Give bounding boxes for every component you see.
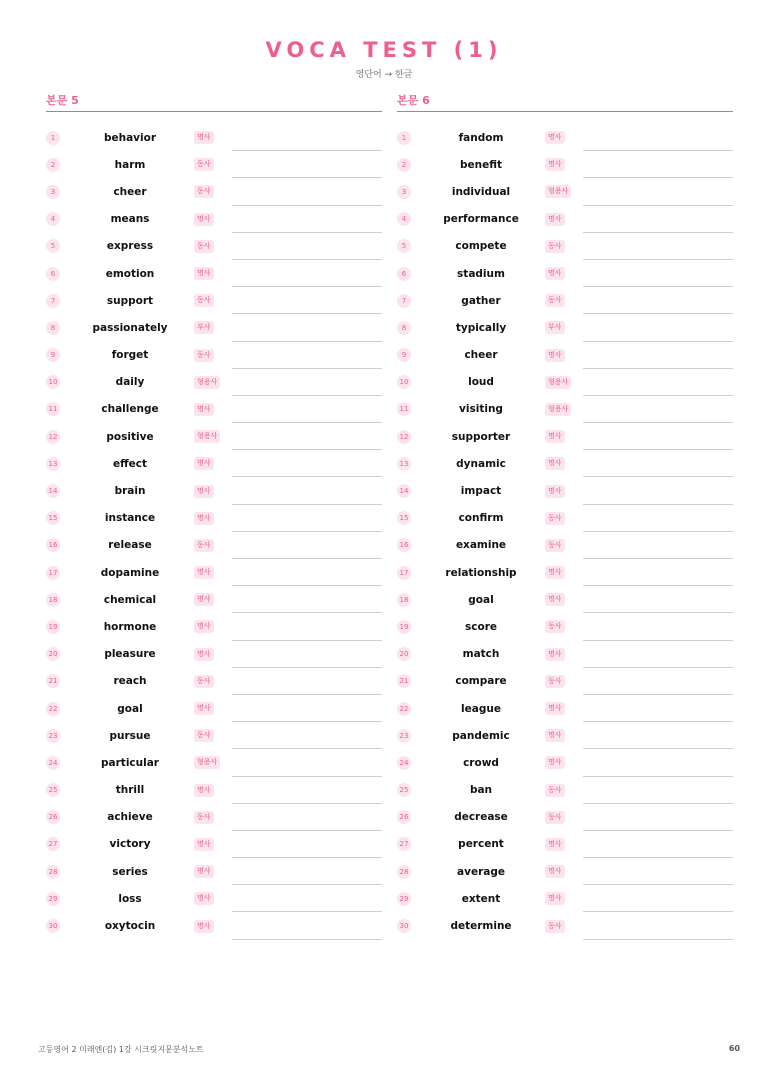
- item-number: 26: [46, 810, 60, 824]
- item-number: 19: [46, 620, 60, 634]
- vocab-word: cheer: [464, 349, 498, 362]
- item-number: 23: [397, 729, 411, 743]
- vocab-word: visiting: [459, 403, 503, 416]
- vocab-row: [46, 477, 382, 504]
- part-of-speech-badge: 명사: [194, 131, 214, 144]
- vocab-row: [46, 314, 382, 341]
- part-of-speech-badge: 동사: [194, 185, 214, 198]
- part-of-speech-badge: 명사: [194, 620, 214, 633]
- part-of-speech-badge: 동사: [545, 539, 565, 552]
- vocab-row: [46, 749, 382, 776]
- vocab-row: [46, 396, 382, 423]
- vocab-row: [397, 586, 733, 613]
- item-number: 5: [46, 239, 60, 253]
- part-of-speech-badge: 동사: [194, 240, 214, 253]
- vocab-word: individual: [451, 185, 511, 198]
- vocab-row: [46, 287, 382, 314]
- answer-blank-line[interactable]: [232, 939, 382, 940]
- vocab-row: [397, 151, 733, 178]
- vocab-word: series: [112, 865, 148, 878]
- item-number: 3: [46, 185, 60, 199]
- part-of-speech-badge: 명사: [194, 512, 214, 525]
- vocab-word: reach: [113, 675, 147, 688]
- vocab-row: [46, 858, 382, 885]
- vocab-row: [397, 477, 733, 504]
- vocab-word: support: [106, 294, 154, 307]
- item-number: 14: [397, 484, 411, 498]
- item-number: 6: [397, 267, 411, 281]
- vocab-row: [397, 260, 733, 287]
- item-number: 27: [397, 837, 411, 851]
- part-of-speech-badge: 형용사: [194, 376, 220, 389]
- item-number: 25: [397, 783, 411, 797]
- vocab-row: [46, 722, 382, 749]
- vocab-row: [397, 912, 733, 939]
- vocab-word: goal: [117, 702, 143, 715]
- item-number: 20: [397, 647, 411, 661]
- part-of-speech-badge: 명사: [545, 349, 565, 362]
- part-of-speech-badge: 동사: [194, 539, 214, 552]
- vocab-word: compare: [455, 675, 507, 688]
- item-number: 18: [46, 593, 60, 607]
- vocab-word: examine: [455, 539, 507, 552]
- item-number: 9: [46, 348, 60, 362]
- vocab-row: [397, 722, 733, 749]
- vocab-row: [397, 668, 733, 695]
- part-of-speech-badge: 명사: [194, 457, 214, 470]
- item-number: 18: [397, 593, 411, 607]
- item-number: 9: [397, 348, 411, 362]
- part-of-speech-badge: 명사: [545, 267, 565, 280]
- item-number: 12: [46, 430, 60, 444]
- vocab-row: [46, 178, 382, 205]
- vocab-row: [397, 777, 733, 804]
- item-number: 3: [397, 185, 411, 199]
- vocab-row: [397, 804, 733, 831]
- vocab-word: means: [110, 213, 150, 226]
- item-number: 4: [46, 212, 60, 226]
- vocab-row: [397, 749, 733, 776]
- vocab-row: [46, 641, 382, 668]
- vocab-word: oxytocin: [104, 920, 156, 933]
- vocab-word: thrill: [115, 784, 145, 797]
- vocab-row: [46, 912, 382, 939]
- part-of-speech-badge: 동사: [194, 729, 214, 742]
- part-of-speech-badge: 동사: [545, 675, 565, 688]
- vocab-word: benefit: [459, 158, 503, 171]
- vocab-row: [46, 586, 382, 613]
- item-number: 24: [397, 756, 411, 770]
- vocab-row: [397, 369, 733, 396]
- item-number: 1: [397, 131, 411, 145]
- vocab-word: dopamine: [100, 566, 160, 579]
- vocab-word: typically: [455, 321, 507, 334]
- vocab-word: stadium: [457, 267, 505, 280]
- vocab-word: instance: [104, 512, 156, 525]
- part-of-speech-badge: 명사: [194, 784, 214, 797]
- item-number: 28: [397, 865, 411, 879]
- item-number: 17: [397, 566, 411, 580]
- vocab-word: behavior: [103, 131, 157, 144]
- vocab-row: [397, 505, 733, 532]
- item-number: 28: [46, 865, 60, 879]
- vocab-row: [397, 314, 733, 341]
- part-of-speech-badge: 형용사: [194, 756, 220, 769]
- vocab-row: [46, 505, 382, 532]
- part-of-speech-badge: 명사: [545, 892, 565, 905]
- vocab-word: pursue: [109, 729, 151, 742]
- part-of-speech-badge: 명사: [545, 457, 565, 470]
- vocab-row: [397, 885, 733, 912]
- vocab-row: [397, 287, 733, 314]
- item-number: 21: [397, 674, 411, 688]
- item-number: 13: [46, 457, 60, 471]
- part-of-speech-badge: 형용사: [545, 376, 571, 389]
- part-of-speech-badge: 동사: [194, 158, 214, 171]
- vocab-word: express: [106, 240, 154, 253]
- vocab-row: [46, 260, 382, 287]
- item-number: 27: [46, 837, 60, 851]
- vocab-row: [397, 858, 733, 885]
- item-number: 29: [46, 892, 60, 906]
- vocab-row: [46, 559, 382, 586]
- item-number: 20: [46, 647, 60, 661]
- part-of-speech-badge: 부사: [545, 321, 565, 334]
- vocab-row: [46, 695, 382, 722]
- part-of-speech-badge: 명사: [194, 566, 214, 579]
- part-of-speech-badge: 동사: [545, 512, 565, 525]
- part-of-speech-badge: 명사: [194, 648, 214, 661]
- vocab-word: relationship: [445, 566, 517, 579]
- vocab-row: [46, 804, 382, 831]
- part-of-speech-badge: 형용사: [545, 185, 571, 198]
- part-of-speech-badge: 명사: [194, 892, 214, 905]
- item-number: 16: [397, 538, 411, 552]
- item-number: 8: [46, 321, 60, 335]
- vocab-row: [397, 831, 733, 858]
- word-list: [46, 124, 382, 940]
- item-number: 26: [397, 810, 411, 824]
- vocab-row: [397, 695, 733, 722]
- vocab-word: challenge: [101, 403, 159, 416]
- part-of-speech-badge: 명사: [545, 756, 565, 769]
- vocab-row: [46, 233, 382, 260]
- part-of-speech-badge: 명사: [194, 838, 214, 851]
- item-number: 29: [397, 892, 411, 906]
- vocab-word: release: [108, 539, 152, 552]
- item-number: 4: [397, 212, 411, 226]
- item-number: 8: [397, 321, 411, 335]
- vocab-word: dynamic: [456, 457, 506, 470]
- vocab-word: goal: [468, 593, 494, 606]
- item-number: 23: [46, 729, 60, 743]
- vocab-word: brain: [114, 485, 146, 498]
- vocab-row: [397, 613, 733, 640]
- vocab-row: [397, 396, 733, 423]
- vocab-word: league: [461, 702, 501, 715]
- part-of-speech-badge: 명사: [545, 729, 565, 742]
- part-of-speech-badge: 동사: [194, 349, 214, 362]
- part-of-speech-badge: 명사: [545, 566, 565, 579]
- part-of-speech-badge: 형용사: [194, 430, 220, 443]
- vocab-word: harm: [114, 158, 146, 171]
- part-of-speech-badge: 동사: [545, 784, 565, 797]
- vocab-row: [397, 206, 733, 233]
- part-of-speech-badge: 명사: [194, 213, 214, 226]
- item-number: 10: [397, 375, 411, 389]
- item-number: 22: [46, 702, 60, 716]
- vocab-word: score: [465, 620, 497, 633]
- vocab-word: emotion: [105, 267, 155, 280]
- vocab-word: supporter: [451, 430, 511, 443]
- vocab-row: [46, 342, 382, 369]
- page-number: 60: [728, 1044, 740, 1053]
- vocab-word: daily: [115, 376, 145, 389]
- vocab-word: loss: [118, 892, 142, 905]
- vocab-row: [397, 450, 733, 477]
- vocab-word: extent: [461, 892, 501, 905]
- vocab-word: percent: [458, 838, 504, 851]
- vocab-word: cheer: [113, 185, 147, 198]
- page-subtitle: 영단어 → 한글: [355, 70, 413, 80]
- vocab-row: [46, 668, 382, 695]
- item-number: 19: [397, 620, 411, 634]
- vocab-word: decrease: [454, 811, 508, 824]
- item-number: 15: [46, 511, 60, 525]
- item-number: 6: [46, 267, 60, 281]
- vocab-word: compete: [455, 240, 507, 253]
- answer-blank-line[interactable]: [583, 939, 733, 940]
- part-of-speech-badge: 동사: [545, 620, 565, 633]
- part-of-speech-badge: 명사: [545, 648, 565, 661]
- part-of-speech-badge: 명사: [194, 403, 214, 416]
- vocab-word: crowd: [463, 756, 499, 769]
- part-of-speech-badge: 명사: [545, 838, 565, 851]
- vocab-word: forget: [111, 349, 149, 362]
- vocab-word: loud: [468, 376, 494, 389]
- part-of-speech-badge: 동사: [545, 240, 565, 253]
- vocab-word: victory: [109, 838, 151, 851]
- part-of-speech-badge: 명사: [194, 267, 214, 280]
- item-number: 13: [397, 457, 411, 471]
- item-number: 16: [46, 538, 60, 552]
- part-of-speech-badge: 명사: [194, 865, 214, 878]
- part-of-speech-badge: 명사: [545, 158, 565, 171]
- vocab-word: positive: [106, 430, 154, 443]
- vocab-row: [46, 831, 382, 858]
- vocab-word: confirm: [458, 512, 504, 525]
- vocab-word: average: [457, 865, 505, 878]
- vocab-word: fandom: [458, 131, 504, 144]
- vocab-row: [397, 532, 733, 559]
- vocab-row: [397, 342, 733, 369]
- item-number: 11: [397, 402, 411, 416]
- section-header: 본문 5: [46, 94, 382, 112]
- part-of-speech-badge: 동사: [545, 920, 565, 933]
- vocab-word: gather: [461, 294, 501, 307]
- item-number: 22: [397, 702, 411, 716]
- part-of-speech-badge: 명사: [545, 430, 565, 443]
- vocab-word: determine: [450, 920, 512, 933]
- part-of-speech-badge: 동사: [545, 294, 565, 307]
- vocab-row: [46, 151, 382, 178]
- vocab-word: pandemic: [452, 729, 510, 742]
- part-of-speech-badge: 동사: [194, 294, 214, 307]
- vocab-row: [397, 423, 733, 450]
- item-number: 2: [397, 158, 411, 172]
- footer-book-title: 고등영어 2 미래엔(김) 1강 시크릿지문분석노트: [38, 1045, 204, 1054]
- vocab-row: [46, 124, 382, 151]
- vocab-word: chemical: [103, 593, 157, 606]
- vocab-word: pleasure: [104, 648, 156, 661]
- vocab-word: particular: [101, 756, 159, 769]
- part-of-speech-badge: 명사: [194, 920, 214, 933]
- part-of-speech-badge: 동사: [545, 811, 565, 824]
- part-of-speech-badge: 명사: [194, 702, 214, 715]
- section-header: 본문 6: [397, 94, 733, 112]
- item-number: 30: [397, 919, 411, 933]
- vocab-row: [46, 369, 382, 396]
- item-number: 7: [46, 294, 60, 308]
- vocab-word: impact: [460, 485, 502, 498]
- page-title: VOCA TEST (1): [265, 38, 503, 62]
- part-of-speech-badge: 명사: [545, 593, 565, 606]
- vocab-word: passionately: [92, 321, 168, 334]
- vocab-word: effect: [113, 457, 147, 470]
- part-of-speech-badge: 형용사: [545, 403, 571, 416]
- item-number: 7: [397, 294, 411, 308]
- part-of-speech-badge: 명사: [194, 485, 214, 498]
- part-of-speech-badge: 동사: [194, 811, 214, 824]
- item-number: 25: [46, 783, 60, 797]
- vocab-row: [46, 423, 382, 450]
- part-of-speech-badge: 명사: [545, 702, 565, 715]
- word-list: [397, 124, 733, 940]
- vocab-word: match: [462, 648, 500, 661]
- item-number: 30: [46, 919, 60, 933]
- part-of-speech-badge: 동사: [194, 675, 214, 688]
- part-of-speech-badge: 명사: [545, 213, 565, 226]
- vocab-row: [397, 233, 733, 260]
- vocab-row: [46, 450, 382, 477]
- vocab-row: [397, 124, 733, 151]
- part-of-speech-badge: 부사: [194, 321, 214, 334]
- vocab-row: [46, 777, 382, 804]
- part-of-speech-badge: 명사: [545, 865, 565, 878]
- vocab-word: ban: [469, 784, 493, 797]
- vocab-word: performance: [443, 213, 519, 226]
- item-number: 2: [46, 158, 60, 172]
- part-of-speech-badge: 명사: [194, 593, 214, 606]
- item-number: 21: [46, 674, 60, 688]
- item-number: 14: [46, 484, 60, 498]
- part-of-speech-badge: 명사: [545, 485, 565, 498]
- item-number: 1: [46, 131, 60, 145]
- vocab-row: [397, 641, 733, 668]
- vocab-row: [46, 206, 382, 233]
- item-number: 15: [397, 511, 411, 525]
- vocab-word: hormone: [103, 620, 157, 633]
- vocab-row: [397, 178, 733, 205]
- item-number: 17: [46, 566, 60, 580]
- vocab-row: [397, 559, 733, 586]
- section-right: [397, 94, 733, 940]
- vocab-word: achieve: [107, 811, 153, 824]
- vocab-row: [46, 885, 382, 912]
- part-of-speech-badge: 명사: [545, 131, 565, 144]
- item-number: 24: [46, 756, 60, 770]
- vocab-row: [46, 613, 382, 640]
- section-left: [46, 94, 382, 940]
- item-number: 12: [397, 430, 411, 444]
- item-number: 10: [46, 375, 60, 389]
- item-number: 5: [397, 239, 411, 253]
- item-number: 11: [46, 402, 60, 416]
- vocab-row: [46, 532, 382, 559]
